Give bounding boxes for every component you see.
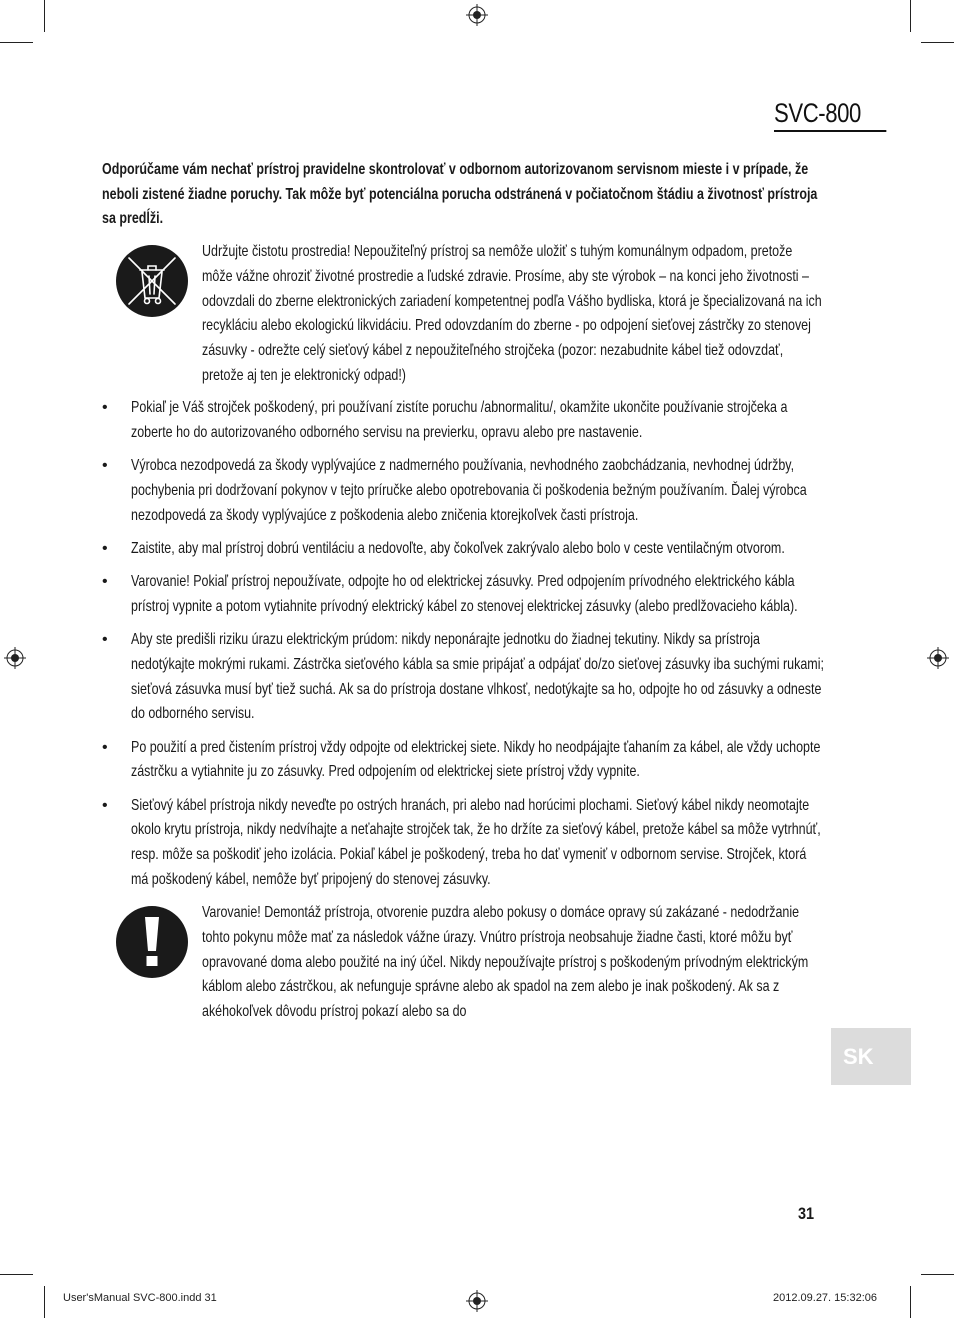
- page-content: [102, 158, 826, 1033]
- crop-mark: [44, 1286, 45, 1318]
- model-name: SVC-800: [774, 96, 886, 132]
- bullet-icon: •: [102, 573, 108, 591]
- recycle-notice-body: [202, 240, 826, 388]
- warning-notice-body: [202, 901, 826, 1025]
- crop-mark: [910, 0, 911, 32]
- crop-mark: [921, 1274, 954, 1275]
- list-item: [102, 570, 826, 619]
- list-item: [102, 454, 826, 528]
- list-item-text: Zaistite, aby mal prístroj dobrú ventiláciu a nedovoľte, aby čokoľvek zakrývalo alebo bolo v ceste ventilačným otvorom.: [131, 540, 785, 558]
- list-item: [102, 628, 826, 727]
- recycle-notice-text: Udržujte čistotu prostredia! Nepoužiteľný prístroj sa nemôže uložiť s tuhým komunálnym odpadom, pretože môže vážne ohroziť životné prostredie a ľudské zdravie. Prosíme, aby ste výrobok – na konci jeho životnosti – odovzdali do zberne elektronických zariadení kompetentnej podľa Vášho bydliska, ktorá je špecializovaná na ich recykláciu alebo ekologickú likvidáciu. Pred odovzdaním do zberne - po odpojení sieťovej zástrčky zo stenovej zásuvky - odrežte celý sieťový kábel z nepoužiteľného strojčeka (pozor: nezabudnite kábel tiež odovzdať, pretože aj ten je elektronický odpad!): [202, 243, 822, 384]
- registration-mark-icon: [466, 1290, 488, 1312]
- bullet-icon: •: [102, 631, 108, 649]
- list-item-text: Po použití a pred čistením prístroj vždy odpojte od elektrickej siete. Nikdy ho neodpájajte ťahaním za kábel, ale vždy uchopte zástrčku a vytiahnite ju zo zásuvky. Pred odpojením od elektrickej siete prístroj vždy vypnite.: [131, 738, 821, 781]
- slug-timestamp: 2012.09.27. 15:32:06: [773, 1292, 877, 1304]
- bullet-icon: •: [102, 399, 108, 417]
- crop-mark: [0, 1274, 33, 1275]
- crop-mark: [44, 0, 45, 32]
- registration-mark-icon: [4, 647, 26, 669]
- list-item: [102, 794, 826, 893]
- registration-mark-icon: [466, 4, 488, 26]
- list-item-text: Pokiaľ je Váš strojček poškodený, pri používaní zistíte poruchu /abnormalitu/, okamžite ukončite používanie strojčeka a zoberte ho do autorizovaného odborného servisu na previerku, opravu alebo pre nastavenie.: [131, 399, 788, 442]
- language-tab: SK: [831, 1028, 911, 1085]
- crop-mark: [910, 1286, 911, 1318]
- safety-bullet-list: [102, 396, 826, 892]
- warning-icon-holder: [102, 901, 202, 1025]
- registration-mark-icon: [927, 647, 949, 669]
- list-item-text: Aby ste predišli riziku úrazu elektrickým prúdom: nikdy neponárajte jednotku do žiadnej tekutiny. Nikdy sa prístroja nedotýkajte mokrými rukami. Zástrčka sieťového kábla sa smie pripájať a odpájať do/zo sieťovej zásuvky iba suchými rukami; sieťová zásuvka musí byť tiež suchá. Ak sa do prístroja dostane vlhkosť, nedotýkajte sa ho, odpojte ho od zásuvky a odneste do odborného servisu.: [131, 631, 824, 723]
- list-item: [102, 396, 826, 445]
- crop-mark: [0, 42, 33, 43]
- page-number: 31: [798, 1204, 815, 1223]
- slug-file: User'sManual SVC-800.indd 31: [63, 1292, 217, 1304]
- crop-mark: [921, 42, 954, 43]
- list-item: [102, 736, 826, 785]
- list-item: [102, 537, 826, 562]
- list-item-text: Výrobca nezodpovedá za škody vyplývajúce z nadmerného používania, nevhodného zaobchádzania, nevhodnej údržby, pochybenia pri dodržovaní pokynov v tejto príručke alebo opotrebovania či poškodenia bežným používaním. Ďalej výrobca nezodpovedá za škody vyplývajúce z poškodenia alebo zničenia ktorejkoľvek časti prístroja.: [131, 457, 807, 524]
- bullet-icon: •: [102, 540, 108, 558]
- warning-notice-text: Varovanie! Demontáž prístroja, otvorenie puzdra alebo pokusy o domáce opravy sú zakázané - nedodržanie tohto pokynu môže mať za následok vážne úrazy. Vnútro prístroja neobsahuje žiadne časti, ktoré môžu byť opravované doma alebo použité na iný účel. Nikdy nepoužívajte prístroj s poškodeným prívodným elektrickým káblom alebo zástrčkou, ak nefunguje správne alebo ak spadol na zem alebo je inak poškodený. Ak sa z akéhokoľvek dôvodu prístroj pokazí alebo sa do: [202, 904, 809, 1020]
- list-item-text: Sieťový kábel prístroja nikdy neveďte po ostrých hranách, pri alebo nad horúcimi plochami. Sieťový kábel nikdy neomotajte okolo krytu prístroja, nikdy nedvíhajte a neťahajte strojček tak, že ho držíte za sieťový kábel, pretože kábel sa môže vytrhnúť, resp. môže sa poškodiť jeho izolácia. Pokiaľ kábel je poškodený, treba ho dať vymeniť v odbornom servise. Strojček, ktorá má poškodený kábel, nemôže byť pripojený do stenovej zásuvky.: [131, 796, 821, 888]
- crossed-bin-icon: [115, 244, 189, 318]
- bullet-icon: •: [102, 457, 108, 475]
- list-item-text: Varovanie! Pokiaľ prístroj nepoužívate, odpojte ho od elektrickej zásuvky. Pred odpojením prívodného elektrického kábla prístroj vypnite a potom vytiahnite prívodný elektrický kábel zo stenovej elektrickej zásuvky (alebo predlžovacieho kábla).: [131, 573, 798, 616]
- exclamation-warning-icon: [115, 905, 189, 979]
- recycle-icon-holder: [102, 240, 202, 388]
- intro-text: Odporúčame vám nechať prístroj pravidelne skontrolovať v odbornom autorizovanom servisnom mieste i v prípade, že neboli zistené žiadne poruchy. Tak môže byť potenciálna porucha odstránená v počiatočnom štádiu a životnosť prístroja sa predĺži.: [102, 161, 818, 228]
- recycle-notice: [102, 240, 826, 388]
- intro-paragraph: [102, 158, 826, 232]
- warning-notice: [102, 901, 826, 1025]
- bullet-icon: •: [102, 738, 108, 756]
- bullet-icon: •: [102, 796, 108, 814]
